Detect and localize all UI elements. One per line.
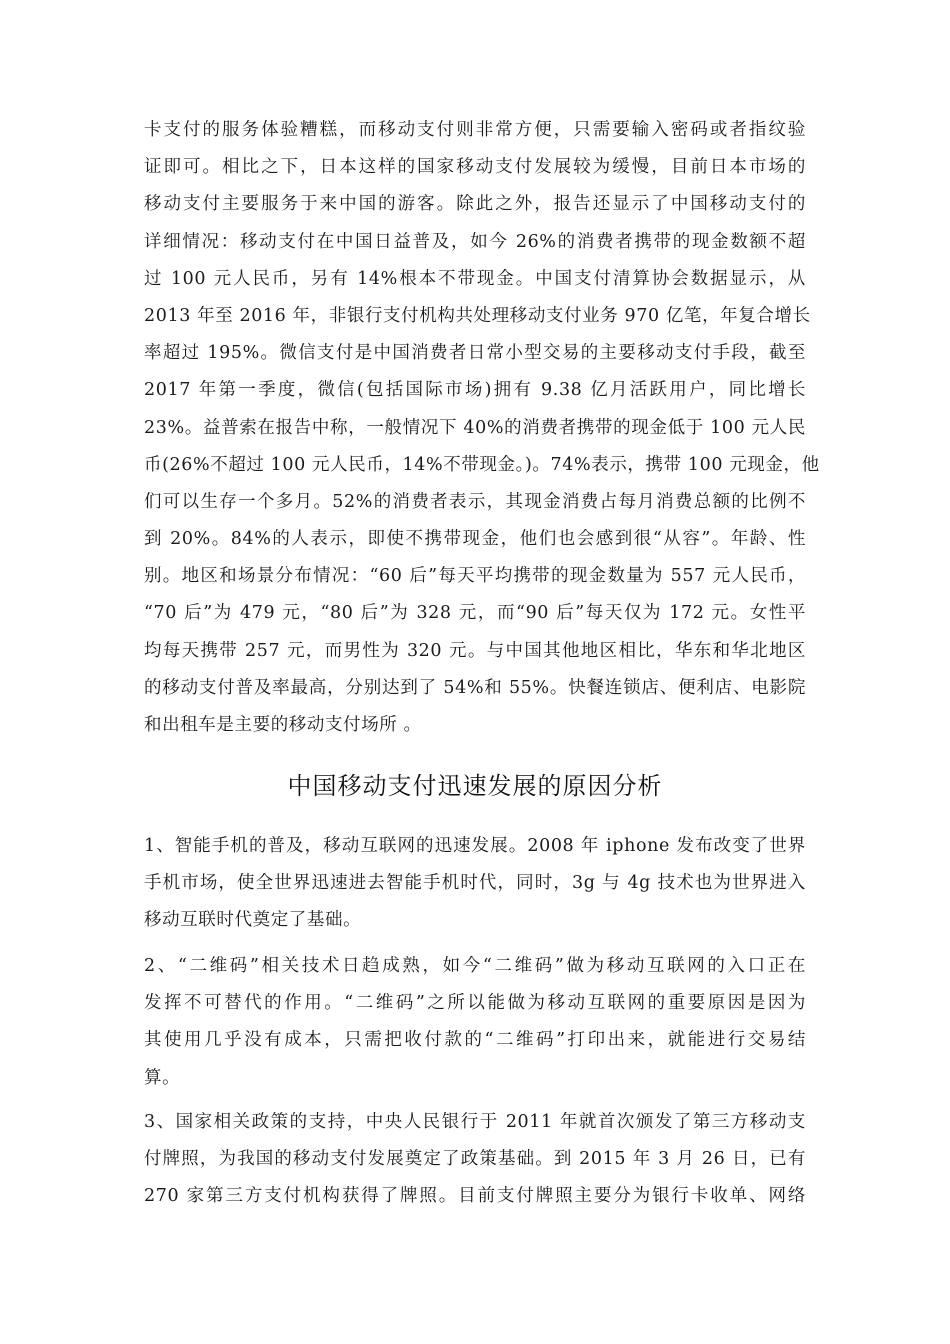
reason-paragraph-1 <box>144 828 806 940</box>
paragraph-line: 到 20%。84%的人表示，即使不携带现金，他们也会感到很“从容”。年龄、性 <box>144 529 806 550</box>
paragraph-line: 的移动支付普及率最高，分别达到了 54%和 55%。快餐连锁店、便利店、电影院 <box>144 677 806 698</box>
paragraph-line: 手机市场，使全世界迅速进去智能手机时代，同时，3g 与 4g 技术也为世界进入 <box>144 873 806 894</box>
paragraph-line: 和出租车是主要的移动支付场所 。 <box>144 715 422 735</box>
paragraph-line: 270 家第三方支付机构获得了牌照。目前支付牌照主要分为银行卡收单、网络 <box>144 1186 806 1207</box>
paragraph-line: 发挥不可替代的作用。“二维码”之所以能做为移动互联网的重要原因是因为 <box>144 993 806 1014</box>
paragraph-line: 2013 年至 2016 年，非银行支付机构共处理移动支付业务 970 亿笔，年复合增长 <box>144 305 811 326</box>
paragraph-line: 3、国家相关政策的支持，中央人民银行于 2011 年就首次颁发了第三方移动支 <box>144 1112 806 1132</box>
paragraph-line: 1、智能手机的普及，移动互联网的迅速发展。2008 年 iphone 发布改变了世界 <box>144 836 806 856</box>
paragraph-line: 移动互联时代奠定了基础。 <box>144 910 362 931</box>
reason-paragraph-2 <box>144 948 806 1097</box>
reason-paragraph-3 <box>144 1104 806 1216</box>
paragraph-line: 证即可。相比之下，日本这样的国家移动支付发展较为缓慢，目前日本市场的 <box>144 157 806 178</box>
paragraph-line: 2017 年第一季度，微信(包括国际市场)拥有 9.38 亿月活跃用户，同比增长 <box>144 380 806 401</box>
paragraph-line: 23%。益普索在报告中称，一般情况下 40%的消费者携带的现金低于 100 元人民 <box>144 417 806 438</box>
paragraph-line: 详细情况：移动支付在中国日益普及，如今 26%的消费者携带的现金数额不超 <box>144 231 806 252</box>
paragraph-line: 2、“二维码”相关技术日趋成熟，如今“二维码”做为移动互联网的入口正在 <box>144 956 806 976</box>
paragraph-line: 移动支付主要服务于来中国的游客。除此之外，报告还显示了中国移动支付的 <box>144 194 806 215</box>
paragraph-line: 过 100 元人民币，另有 14%根本不带现金。中国支付清算协会数据显示，从 <box>144 268 806 289</box>
paragraph-line: 币(26%不超过 100 元人民币，14%不带现金。)。74%表示，携带 100 元现金，他 <box>144 454 820 475</box>
paragraph-line: 其使用几乎没有成本，只需把收付款的“二维码”打印出来，就能进行交易结 <box>144 1030 806 1051</box>
paragraph-line: 均每天携带 257 元，而男性为 320 元。与中国其他地区相比，华东和华北地区 <box>144 640 806 661</box>
paragraph-line: 算。 <box>144 1067 181 1088</box>
paragraph-line: 卡支付的服务体验糟糕，而移动支付则非常方便，只需要输入密码或者指纹验 <box>144 120 806 140</box>
paragraph-line: 们可以生存一个多月。52%的消费者表示，其现金消费占每月消费总额的比例不 <box>144 491 806 512</box>
paragraph-line: 率超过 195%。微信支付是中国消费者日常小型交易的主要移动支付手段，截至 <box>144 343 806 364</box>
section-heading: 中国移动支付迅速发展的原因分析 <box>287 772 663 800</box>
paragraph-line: 别。地区和场景分布情况：“60 后”每天平均携带的现金数量为 557 元人民币， <box>144 566 806 587</box>
intro-paragraph <box>144 112 820 744</box>
paragraph-line: “70 后”为 479 元，“80 后”为 328 元，而“90 后”每天仅为 172 元。女性平 <box>144 603 806 624</box>
paragraph-line: 付牌照，为我国的移动支付发展奠定了政策基础。到 2015 年 3 月 26 日，已有 <box>144 1149 806 1170</box>
